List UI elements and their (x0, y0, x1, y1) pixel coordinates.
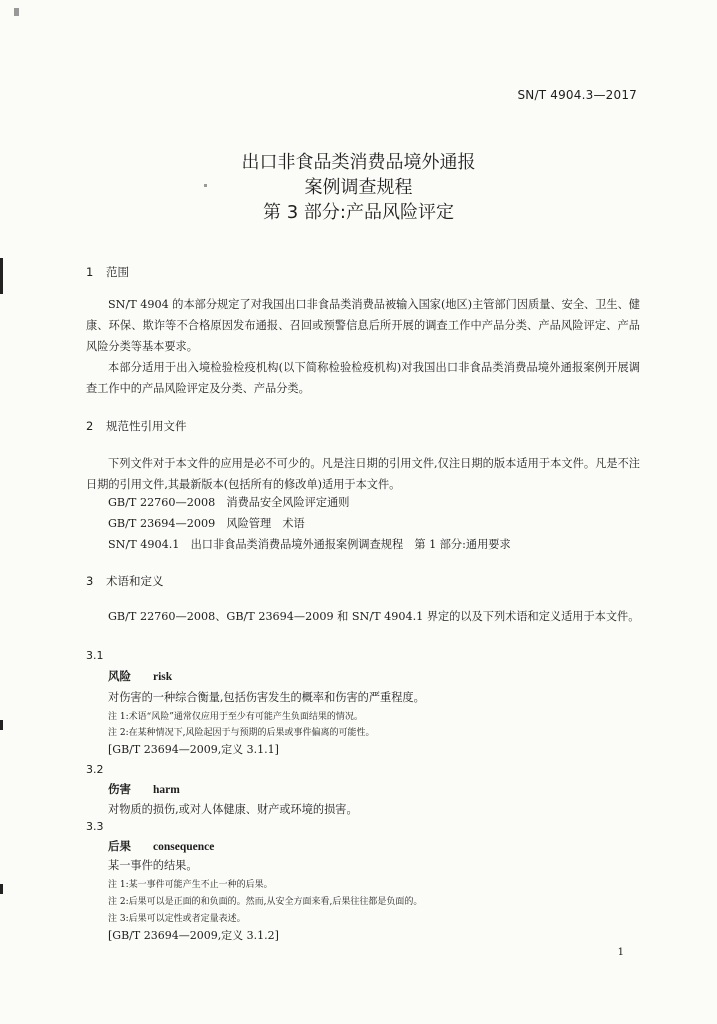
clause-number: 3.2 (86, 763, 104, 776)
term-cn: 伤害 (108, 782, 131, 796)
scan-edge-mark (0, 884, 3, 894)
term-source: [GB/T 23694—2009,定义 3.1.2] (108, 929, 279, 942)
term-definition: 对伤害的一种综合衡量,包括伤害发生的概率和伤害的严重程度。 (108, 691, 425, 704)
title-line-3: 第 3 部分:产品风险评定 (263, 202, 454, 223)
page-number: 1 (617, 947, 624, 958)
section-1-paragraph-1: SN/T 4904 的本部分规定了对我国出口非食品类消费品被输入国家(地区)主管部门因质量、安全、卫生、健康、环保、欺诈等不合格原因发布通报、召回或预警信息后所开展的调查工作中产品分类、产品风险评定、产品风险分类等基本要求。 (86, 298, 640, 353)
clause-number: 3.1 (86, 649, 104, 662)
scan-speck (14, 8, 19, 16)
term-note: 注 2:后果可以是正面的和负面的。然而,从安全方面来看,后果往往都是负面的。 (108, 897, 423, 907)
term-risk (108, 668, 172, 684)
clause-number: 3.3 (86, 820, 104, 833)
term-definition: 某一事件的结果。 (108, 859, 198, 872)
section-title: 规范性引用文件 (106, 419, 187, 433)
term-note: 注 1:某一事件可能产生不止一种的后果。 (108, 880, 273, 890)
section-number: 2 (86, 419, 94, 433)
reference-item: GB/T 23694—2009 风险管理 术语 (108, 517, 305, 530)
section-2-paragraph-1: 下列文件对于本文件的应用是必不可少的。凡是注日期的引用文件,仅注日期的版本适用于本文件。凡是不注日期的引用文件,其最新版本(包括所有的修改单)适用于本文件。 (86, 457, 640, 491)
section-number: 3 (86, 574, 94, 588)
section-title: 术语和定义 (106, 574, 164, 588)
reference-item: GB/T 22760—2008 消费品安全风险评定通则 (108, 496, 350, 509)
section-2-heading (86, 418, 187, 434)
term-definition: 对物质的损伤,或对人体健康、财产或环境的损害。 (108, 803, 358, 816)
scan-edge-mark (0, 258, 3, 294)
section-3-paragraph-1: GB/T 22760—2008、GB/T 23694—2009 和 SN/T 4904.1 界定的以及下列术语和定义适用于本文件。 (108, 610, 640, 623)
title-line-1: 出口非食品类消费品境外通报 (241, 152, 476, 173)
term-harm (108, 781, 180, 797)
term-en: consequence (153, 841, 215, 853)
term-note: 注 1:术语“风险”通常仅应用于至少有可能产生负面结果的情况。 (108, 712, 363, 722)
scan-edge-mark (0, 720, 3, 730)
standard-code: SN/T 4904.3—2017 (517, 88, 637, 102)
title-line-2: 案例调查规程 (304, 177, 413, 198)
section-1-heading (86, 264, 129, 280)
section-number: 1 (86, 265, 94, 279)
term-note: 注 3:后果可以定性或者定量表述。 (108, 914, 246, 924)
term-source: [GB/T 23694—2009,定义 3.1.1] (108, 743, 279, 756)
section-1-paragraph-2: 本部分适用于出入境检验检疫机构(以下简称检验检疫机构)对我国出口非食品类消费品境外通报案例开展调查工作中的产品风险评定及分类、产品分类。 (86, 361, 640, 395)
term-note: 注 2:在某种情况下,风险起因于与预期的后果或事件偏离的可能性。 (108, 728, 375, 738)
term-cn: 后果 (108, 839, 131, 853)
term-consequence (108, 838, 214, 854)
reference-item: SN/T 4904.1 出口非食品类消费品境外通报案例调查规程 第 1 部分:通用要求 (108, 538, 511, 551)
term-en: risk (153, 671, 173, 683)
section-3-heading (86, 573, 164, 589)
section-title: 范围 (106, 265, 129, 279)
term-en: harm (153, 784, 180, 796)
term-cn: 风险 (108, 669, 131, 683)
